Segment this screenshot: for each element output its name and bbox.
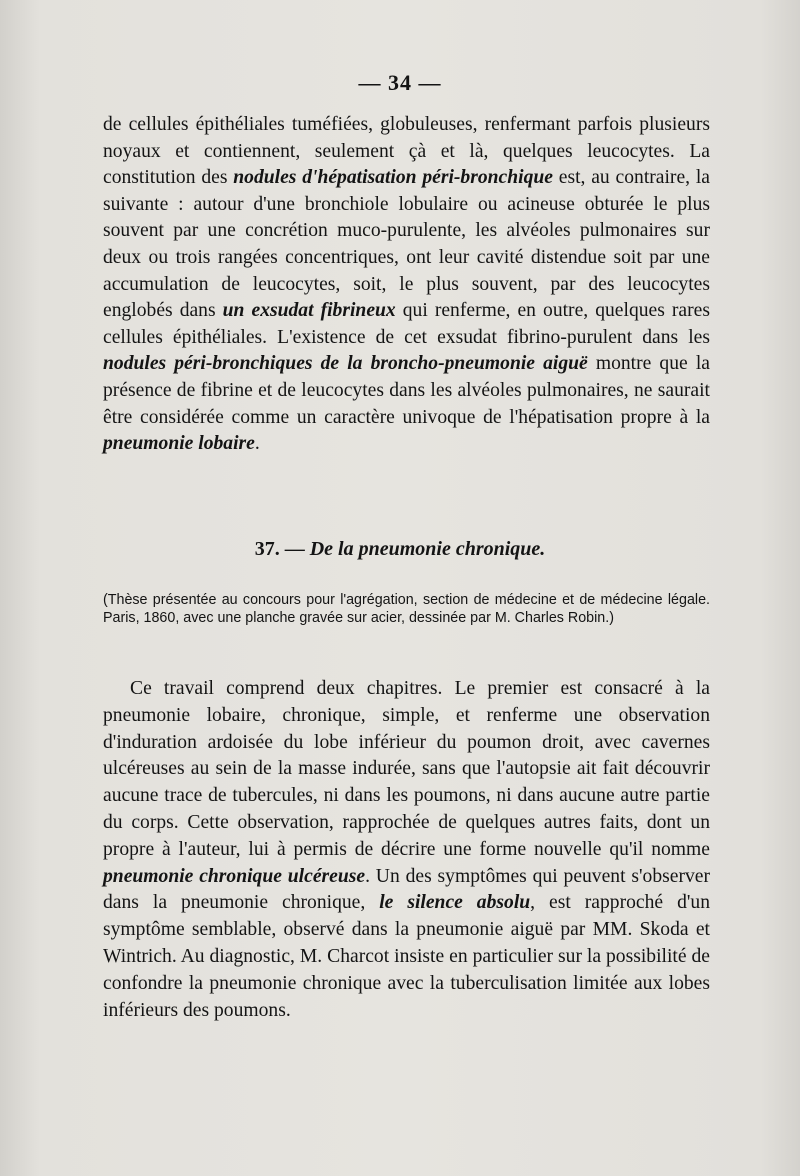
text-segment: montre que la présence de fibrine et de leucocytes dans les alvéoles pulmonaires, ne saurait être considérée comme un caractère univoque de l'hépatisation propre à la [103,353,710,428]
paragraph-hepatisation [103,112,710,458]
text-segment: , est rapproché d'un symptôme semblable, observé dans la pneumonie aiguë par MM. Skoda et Wintrich. Au diagnostic, M. Charcot insiste en particulier sur la possibilité de confondre la pneumonie chronique avec la tuberculisation limitée aux lobes inférieurs des poumons. [103,892,710,1021]
section-number: 37. — [254,538,305,560]
text-segment: . [254,433,260,455]
text-segment: Ce travail comprend deux chapitres. Le premier est consacré à la pneumonie lobaire, chronique, simple, et renferme une observation d'induration ardoisée du lobe inférieur du poumon droit, avec cavernes ulcéreuses au sein de la masse indurée, sans que l'autopsie ait fait découvrir aucune trace de tubercules, ni dans les poumons, ni dans aucune autre partie du corps. Cette observation, rapprochée de quelques autres faits, dont un propre à l'auteur, lui à permis de décrire une forme nouvelle qu'il nomme [103,678,710,860]
emphasis-pneumonie-chronique-ulcereuse: pneumonie chronique ulcéreuse [103,865,366,887]
page-number: — 34 — [358,70,442,95]
emphasis-exsudat-fibrineux: un exsudat fibrineux [222,300,396,322]
thesis-note: (Thèse présentée au concours pour l'agrégation, section de médecine et de médecine légale. Paris, 1860, avec une planche gravée sur acier, dessinée par M. Charles Robin.) [103,592,710,626]
text-segment: est, au contraire, la suivante : autour d'une bronchiole lobulaire ou acineuse obturée le plus souvent par une concrétion muco-purulente, les alvéoles pulmonaires sur deux ou trois rangées concentriques, ont leur cavité distendue soit par une accumulation de leucocytes, soit, le plus souvent, par des leucocytes englobés dans [103,167,710,322]
emphasis-nodules-broncho-pneumonie: nodules péri-bronchiques de la broncho-pneumonie aiguë [103,353,588,375]
section-heading [0,538,800,561]
emphasis-nodules-peri-bronchique: nodules d'hépatisation péri-bronchique [233,167,553,189]
text-segment: . Un des symptômes qui peuvent s'observer dans la pneumonie chronique, [103,865,710,914]
paragraph-travail [103,676,710,1024]
text-segment: de cellules épithéliales tuméfiées, globuleuses, renfermant parfois plusieurs noyaux et contiennent, seulement çà et là, quelques leucocytes. La constitution des [103,114,710,189]
emphasis-pneumonie-lobaire: pneumonie lobaire [103,433,255,455]
emphasis-silence-absolu: le silence absolu [379,892,531,914]
text-segment: qui renferme, en outre, quelques rares cellules épithéliales. L'existence de cet exsudat fibrino-purulent dans les [103,300,710,348]
section-title: De la pneumonie chronique. [309,538,546,560]
